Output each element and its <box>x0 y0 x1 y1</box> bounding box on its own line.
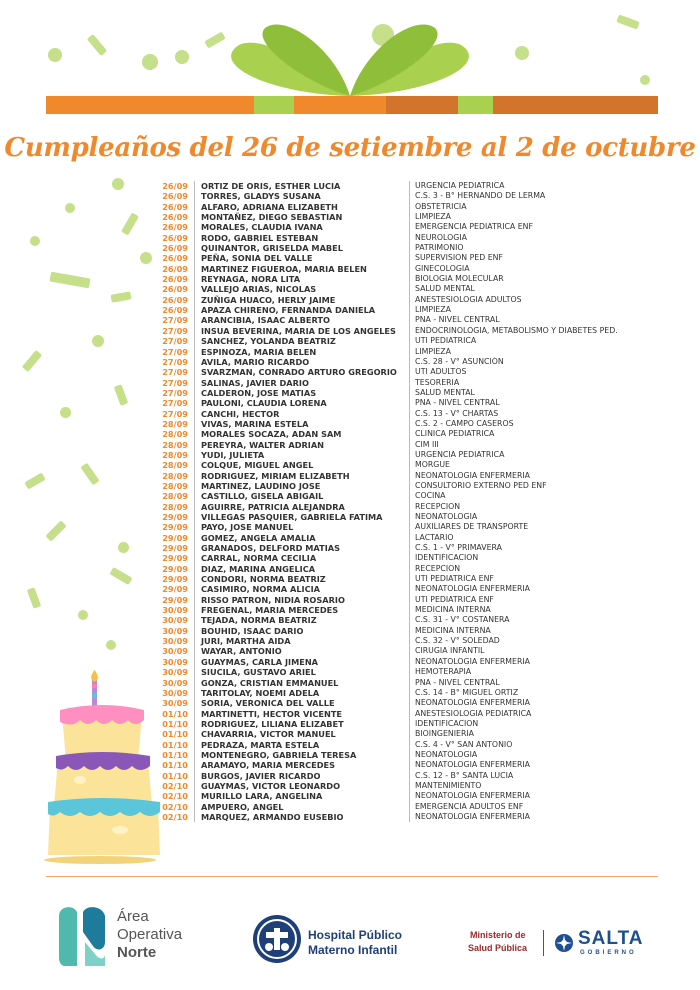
birthday-date: 01/10 <box>162 708 188 719</box>
person-name: VILLEGAS PASQUIER, GABRIELA FATIMA <box>194 512 409 522</box>
area-operativa-mark-icon <box>55 902 115 966</box>
person-name: SIUCILA, GUSTAVO ARIEL <box>194 667 409 677</box>
list-item <box>150 481 670 491</box>
birthday-date: 26/09 <box>162 232 188 243</box>
birthday-date: 28/09 <box>162 470 188 481</box>
birthday-date: 27/09 <box>162 325 188 336</box>
list-item <box>150 347 670 357</box>
person-name: ZUÑIGA HUACO, HERLY JAIME <box>194 295 409 305</box>
person-name: ARANCIBIA, ISAAC ALBERTO <box>194 315 409 325</box>
birthday-date: 30/09 <box>162 636 188 647</box>
birthday-date: 26/09 <box>162 294 188 305</box>
department: C.S. 2 - CAMPO CASEROS <box>409 419 669 429</box>
department: EMERGENCIA PEDIATRICA ENF <box>409 222 669 232</box>
person-name: MARTINEZ, LAUDINO JOSE <box>194 481 409 491</box>
department: NEONATOLOGIA ENFERMERIA <box>409 812 669 822</box>
department: IDENTIFICACION <box>409 719 669 729</box>
person-name: SANCHEZ, YOLANDA BEATRIZ <box>194 336 409 346</box>
birthday-date: 27/09 <box>162 387 188 398</box>
department: C.S. 12 - B° SANTA LUCIA <box>409 771 669 781</box>
person-name: PAULONI, CLAUDIA LORENA <box>194 398 409 408</box>
department: ANESTESIOLOGIA ADULTOS <box>409 295 669 305</box>
person-name: CANCHI, HECTOR <box>194 409 409 419</box>
person-name: TARITOLAY, NOEMI ADELA <box>194 688 409 698</box>
birthday-date: 30/09 <box>162 677 188 688</box>
logo-separator <box>543 930 544 956</box>
birthday-date: 28/09 <box>162 418 188 429</box>
birthday-date: 27/09 <box>162 346 188 357</box>
person-name: ALFARO, ADRIANA ELIZABETH <box>194 202 409 212</box>
birthday-date: 30/09 <box>162 656 188 667</box>
department: PATRIMONIO <box>409 243 669 253</box>
list-item <box>150 688 670 698</box>
person-name: CASTILLO, GISELA ABIGAIL <box>194 491 409 501</box>
list-item <box>150 605 670 615</box>
list-item <box>150 750 670 760</box>
list-item <box>150 295 670 305</box>
cake-icon <box>40 670 170 865</box>
list-item <box>150 522 670 532</box>
birthday-date: 26/09 <box>162 201 188 212</box>
person-name: BOUHID, ISAAC DARIO <box>194 626 409 636</box>
birthday-date: 28/09 <box>162 460 188 471</box>
birthday-date: 01/10 <box>162 729 188 740</box>
birthday-date: 26/09 <box>162 222 188 233</box>
person-name: GUAYMAS, VICTOR LEONARDO <box>194 781 409 791</box>
list-item <box>150 460 670 470</box>
department: NEONATOLOGIA <box>409 750 669 760</box>
birthday-date: 30/09 <box>162 625 188 636</box>
person-name: COLQUE, MIGUEL ANGEL <box>194 460 409 470</box>
birthday-date: 27/09 <box>162 367 188 378</box>
person-name: CONDORI, NORMA BEATRIZ <box>194 574 409 584</box>
person-name: QUINANTOR, GRISELDA MABEL <box>194 243 409 253</box>
person-name: GRANADOS, DELFORD MATIAS <box>194 543 409 553</box>
person-name: MURILLO LARA, ANGELINA <box>194 791 409 801</box>
department: PNA - NIVEL CENTRAL <box>409 678 669 688</box>
department: C.S. 3 - B° HERNANDO DE LERMA <box>409 191 669 201</box>
list-item <box>150 512 670 522</box>
department: ENDOCRINOLOGIA, METABOLISMO Y DIABETES PED. <box>409 326 669 336</box>
list-item <box>150 564 670 574</box>
department: PNA - NIVEL CENTRAL <box>409 315 669 325</box>
person-name: MORALES, CLAUDIA IVANA <box>194 222 409 232</box>
hospital-emblem-icon <box>252 914 302 964</box>
person-name: MARQUEZ, ARMANDO EUSEBIO <box>194 812 409 822</box>
birthday-date: 30/09 <box>162 605 188 616</box>
department: TESORERIA <box>409 378 669 388</box>
department: NEUROLOGIA <box>409 233 669 243</box>
birthday-date: 28/09 <box>162 501 188 512</box>
list-item <box>150 533 670 543</box>
department: SALUD MENTAL <box>409 284 669 294</box>
birthday-date: 26/09 <box>162 253 188 264</box>
list-item <box>150 305 670 315</box>
department: UTI ADULTOS <box>409 367 669 377</box>
department: C.S. 32 - V° SOLEDAD <box>409 636 669 646</box>
list-item <box>150 781 670 791</box>
birthday-date: 26/09 <box>162 305 188 316</box>
person-name: VALLEJO ARIAS, NICOLAS <box>194 284 409 294</box>
person-name: APAZA CHIRENO, FERNANDA DANIELA <box>194 305 409 315</box>
person-name: CALDERON, JOSE MATIAS <box>194 388 409 398</box>
list-item <box>150 657 670 667</box>
birthday-date: 30/09 <box>162 667 188 678</box>
department: NEONATOLOGIA <box>409 512 669 522</box>
department: URGENCIA PEDIATRICA <box>409 181 669 191</box>
birthday-date: 26/09 <box>162 181 188 191</box>
department: RECEPCION <box>409 502 669 512</box>
person-name: SVARZMAN, CONRADO ARTURO GREGORIO <box>194 367 409 377</box>
department: OBSTETRICIA <box>409 202 669 212</box>
person-name: SALINAS, JAVIER DARIO <box>194 378 409 388</box>
birthday-date: 28/09 <box>162 439 188 450</box>
list-item <box>150 264 670 274</box>
department: CLINICA PEDIATRICA <box>409 429 669 439</box>
department: BIOINGENIERIA <box>409 729 669 739</box>
person-name: PEDRAZA, MARTA ESTELA <box>194 740 409 750</box>
birthday-list <box>150 181 670 822</box>
person-name: MORALES SOCAZA, ADAN SAM <box>194 429 409 439</box>
hospital-line1: Hospital Público <box>308 928 403 942</box>
list-item <box>150 771 670 781</box>
birthday-date: 30/09 <box>162 646 188 657</box>
person-name: TORRES, GLADYS SUSANA <box>194 191 409 201</box>
list-item <box>150 678 670 688</box>
footer-divider <box>46 876 658 877</box>
department: BIOLOGIA MOLECULAR <box>409 274 669 284</box>
department: MEDICINA INTERNA <box>409 626 669 636</box>
ministerio-logo <box>466 928 666 960</box>
salta-name: SALTA <box>578 928 644 949</box>
list-item <box>150 491 670 501</box>
list-item <box>150 595 670 605</box>
birthday-date: 02/10 <box>162 791 188 802</box>
list-item <box>150 429 670 439</box>
person-name: PEREYRA, WALTER ADRIAN <box>194 440 409 450</box>
birthday-date: 29/09 <box>162 594 188 605</box>
person-name: AMPUERO, ANGEL <box>194 802 409 812</box>
list-item <box>150 626 670 636</box>
birthday-date: 27/09 <box>162 356 188 367</box>
list-item <box>150 202 670 212</box>
list-item <box>150 698 670 708</box>
area-line1: Área <box>117 908 149 925</box>
person-name: AVILA, MARIO RICARDO <box>194 357 409 367</box>
department: RECEPCION <box>409 564 669 574</box>
list-item <box>150 802 670 812</box>
department: NEONATOLOGIA ENFERMERIA <box>409 584 669 594</box>
birthday-date: 30/09 <box>162 687 188 698</box>
list-item <box>150 367 670 377</box>
birthday-date: 28/09 <box>162 429 188 440</box>
department: SALUD MENTAL <box>409 388 669 398</box>
list-item <box>150 543 670 553</box>
hospital-logo <box>252 914 432 966</box>
person-name: YUDI, JULIETA <box>194 450 409 460</box>
list-item <box>150 378 670 388</box>
list-item <box>150 222 670 232</box>
department: PNA - NIVEL CENTRAL <box>409 398 669 408</box>
list-item <box>150 636 670 646</box>
birthday-date: 26/09 <box>162 284 188 295</box>
list-item <box>150 584 670 594</box>
list-item <box>150 812 670 822</box>
list-item <box>150 760 670 770</box>
list-item <box>150 398 670 408</box>
person-name: RISSO PATRON, NIDIA ROSARIO <box>194 595 409 605</box>
list-item <box>150 740 670 750</box>
list-item <box>150 212 670 222</box>
birthday-date: 01/10 <box>162 770 188 781</box>
person-name: CARRAL, NORMA CECILIA <box>194 553 409 563</box>
person-name: GONZA, CRISTIAN EMMANUEL <box>194 678 409 688</box>
birthday-date: 26/09 <box>162 274 188 285</box>
birthday-date: 28/09 <box>162 491 188 502</box>
birthday-date: 29/09 <box>162 512 188 522</box>
person-name: MONTAÑEZ, DIEGO SEBASTIAN <box>194 212 409 222</box>
birthday-date: 29/09 <box>162 522 188 533</box>
ministerio-line2: Salud Pública <box>468 943 528 953</box>
department: CIM III <box>409 440 669 450</box>
department: MANTENIMIENTO <box>409 781 669 791</box>
person-name: BURGOS, JAVIER RICARDO <box>194 771 409 781</box>
department: ANESTESIOLOGIA PEDIATRICA <box>409 709 669 719</box>
person-name: SORIA, VERONICA DEL VALLE <box>194 698 409 708</box>
department: LACTARIO <box>409 533 669 543</box>
list-item <box>150 553 670 563</box>
person-name: CHAVARRIA, VICTOR MANUEL <box>194 729 409 739</box>
list-item <box>150 315 670 325</box>
birthday-date: 27/09 <box>162 377 188 388</box>
department: NEONATOLOGIA ENFERMERIA <box>409 657 669 667</box>
person-name: REYNAGA, NORA LITA <box>194 274 409 284</box>
birthday-date: 26/09 <box>162 263 188 274</box>
list-item <box>150 191 670 201</box>
person-name: MONTENEGRO, GABRIELA TERESA <box>194 750 409 760</box>
list-item <box>150 388 670 398</box>
birthday-date: 27/09 <box>162 315 188 326</box>
person-name: PAYO, JOSE MANUEL <box>194 522 409 532</box>
person-name: ARAMAYO, MARIA MERCEDES <box>194 760 409 770</box>
person-name: GUAYMAS, CARLA JIMENA <box>194 657 409 667</box>
department: C.S. 13 - V° CHARTAS <box>409 409 669 419</box>
person-name: MARTINEZ FIGUEROA, MARIA BELEN <box>194 264 409 274</box>
birthday-date: 30/09 <box>162 698 188 709</box>
ribbon-bar <box>46 96 658 114</box>
department: IDENTIFICACION <box>409 553 669 563</box>
department: NEONATOLOGIA ENFERMERIA <box>409 698 669 708</box>
department: UTI PEDIATRICA ENF <box>409 574 669 584</box>
department: C.S. 31 - V° COSTANERA <box>409 615 669 625</box>
department: CIRUGIA INFANTIL <box>409 646 669 656</box>
department: SUPERVISION PED ENF <box>409 253 669 263</box>
department: C.S. 4 - V° SAN ANTONIO <box>409 740 669 750</box>
department: UTI PEDIATRICA <box>409 336 669 346</box>
list-item <box>150 326 670 336</box>
department: LIMPIEZA <box>409 305 669 315</box>
list-item <box>150 729 670 739</box>
list-item <box>150 357 670 367</box>
birthday-date: 02/10 <box>162 811 188 822</box>
department: UTI PEDIATRICA ENF <box>409 595 669 605</box>
department: EMERGENCIA ADULTOS ENF <box>409 802 669 812</box>
birthday-date: 26/09 <box>162 212 188 223</box>
person-name: AGUIRRE, PATRICIA ALEJANDRA <box>194 502 409 512</box>
birthday-date: 27/09 <box>162 336 188 347</box>
birthday-date: 29/09 <box>162 584 188 595</box>
list-item <box>150 615 670 625</box>
person-name: FREGENAL, MARIA MERCEDES <box>194 605 409 615</box>
birthday-date: 28/09 <box>162 449 188 460</box>
person-name: MARTINETTI, HECTOR VICENTE <box>194 709 409 719</box>
list-item <box>150 646 670 656</box>
department: MEDICINA INTERNA <box>409 605 669 615</box>
birthday-date: 01/10 <box>162 749 188 760</box>
department: URGENCIA PEDIATRICA <box>409 450 669 460</box>
person-name: WAYAR, ANTONIO <box>194 646 409 656</box>
person-name: ORTIZ DE ORIS, ESTHER LUCIA <box>194 181 409 191</box>
area-line2: Operativa <box>117 926 183 943</box>
list-item <box>150 274 670 284</box>
department: AUXILIARES DE TRANSPORTE <box>409 522 669 532</box>
person-name: RODRIGUEZ, MIRIAM ELIZABETH <box>194 471 409 481</box>
list-item <box>150 450 670 460</box>
area-operativa-logo <box>55 902 200 967</box>
person-name: VIVAS, MARINA ESTELA <box>194 419 409 429</box>
ministerio-line1: Ministerio de <box>470 930 526 940</box>
department: MORGUE <box>409 460 669 470</box>
department: C.S. 14 - B° MIGUEL ORTIZ <box>409 688 669 698</box>
list-item <box>150 574 670 584</box>
person-name: TEJADA, NORMA BEATRIZ <box>194 615 409 625</box>
department: C.S. 28 - V° ASUNCIÓN <box>409 357 669 367</box>
person-name: INSUA BEVERINA, MARIA DE LOS ANGELES <box>194 326 409 336</box>
birthday-date: 01/10 <box>162 760 188 771</box>
list-item <box>150 791 670 801</box>
list-item <box>150 181 670 191</box>
department: C.S. 1 - V° PRIMAVERA <box>409 543 669 553</box>
birthday-date: 01/10 <box>162 718 188 729</box>
department: GINECOLOGIA <box>409 264 669 274</box>
birthday-date: 29/09 <box>162 574 188 585</box>
person-name: GOMEZ, ANGELA AMALIA <box>194 533 409 543</box>
department: NEONATOLOGIA ENFERMERIA <box>409 791 669 801</box>
salta-sub: GOBIERNO <box>580 950 637 956</box>
person-name: CASIMIRO, NORMA ALICIA <box>194 584 409 594</box>
person-name: RODRIGUEZ, LILIANA ELIZABET <box>194 719 409 729</box>
person-name: DIAZ, MARINA ANGELICA <box>194 564 409 574</box>
list-item <box>150 253 670 263</box>
list-item <box>150 233 670 243</box>
department: CONSULTORIO EXTERNO PED ENF <box>409 481 669 491</box>
department: NEONATOLOGIA ENFERMERIA <box>409 471 669 481</box>
list-item <box>150 471 670 481</box>
birthday-date: 02/10 <box>162 801 188 812</box>
list-item <box>150 667 670 677</box>
department: COCINA <box>409 491 669 501</box>
salta-sun-icon <box>554 933 574 953</box>
list-item <box>150 440 670 450</box>
person-name: JURI, MARTHA AIDA <box>194 636 409 646</box>
birthday-date: 29/09 <box>162 563 188 574</box>
department: LIMPIEZA <box>409 347 669 357</box>
list-item <box>150 419 670 429</box>
birthday-date: 28/09 <box>162 480 188 491</box>
birthday-date: 29/09 <box>162 543 188 554</box>
page-title: Cumpleaños del 26 de setiembre al 2 de octubre <box>4 133 696 163</box>
hospital-line2: Materno Infantil <box>308 943 398 957</box>
birthday-date: 26/09 <box>162 243 188 254</box>
list-item <box>150 284 670 294</box>
person-name: PEÑA, SONIA DEL VALLE <box>194 253 409 263</box>
list-item <box>150 502 670 512</box>
list-item <box>150 709 670 719</box>
person-name: ESPINOZA, MARIA BELEN <box>194 347 409 357</box>
birthday-date: 29/09 <box>162 532 188 543</box>
person-name: RODO, GABRIEL ESTEBAN <box>194 233 409 243</box>
birthday-date: 27/09 <box>162 398 188 409</box>
department: NEONATOLOGIA ENFERMERIA <box>409 760 669 770</box>
list-item <box>150 243 670 253</box>
list-item <box>150 719 670 729</box>
birthday-date: 27/09 <box>162 408 188 419</box>
area-line3: Norte <box>117 944 157 961</box>
list-item <box>150 336 670 346</box>
birthday-date: 30/09 <box>162 615 188 626</box>
birthday-date: 29/09 <box>162 553 188 564</box>
birthday-date: 01/10 <box>162 739 188 750</box>
department: HEMOTERAPIA <box>409 667 669 677</box>
birthday-date: 26/09 <box>162 191 188 202</box>
birthday-date: 02/10 <box>162 780 188 791</box>
department: LIMPIEZA <box>409 212 669 222</box>
gift-bow-icon <box>215 8 485 100</box>
list-item <box>150 409 670 419</box>
